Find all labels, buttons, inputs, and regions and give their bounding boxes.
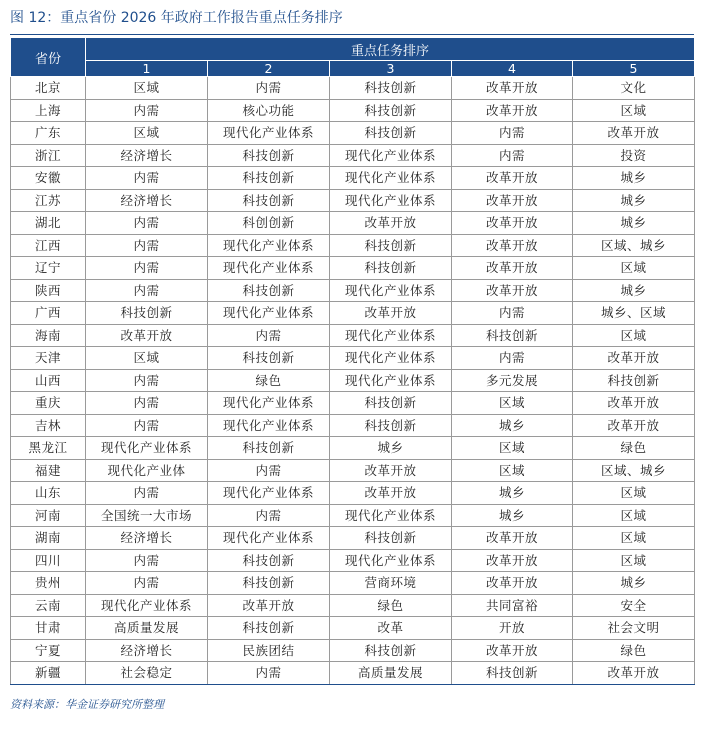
task-cell-rank-4: 改革开放 (452, 189, 573, 212)
task-cell-rank-4: 内需 (452, 122, 573, 145)
task-cell-rank-4: 改革开放 (452, 212, 573, 235)
task-cell-rank-2: 内需 (208, 324, 330, 347)
table-row (11, 527, 695, 550)
task-cell-rank-4: 区域 (452, 392, 573, 415)
task-cell-rank-3: 改革 (330, 617, 452, 640)
task-cell-rank-5: 区域 (573, 482, 695, 505)
task-cell-rank-5: 文化 (573, 77, 695, 100)
task-cell-rank-5: 社会文明 (573, 617, 695, 640)
task-cell-rank-5: 区域 (573, 527, 695, 550)
table-header (11, 38, 695, 77)
task-cell-rank-2: 科技创新 (208, 144, 330, 167)
province-cell: 广西 (11, 302, 86, 325)
task-cell-rank-2: 科技创新 (208, 549, 330, 572)
task-cell-rank-3: 改革开放 (330, 482, 452, 505)
task-cell-rank-1: 内需 (86, 99, 208, 122)
task-cell-rank-3: 改革开放 (330, 459, 452, 482)
task-cell-rank-2: 科技创新 (208, 279, 330, 302)
task-cell-rank-3: 改革开放 (330, 302, 452, 325)
province-cell: 天津 (11, 347, 86, 370)
task-cell-rank-1: 经济增长 (86, 144, 208, 167)
task-cell-rank-1: 高质量发展 (86, 617, 208, 640)
task-cell-rank-5: 安全 (573, 594, 695, 617)
task-cell-rank-3: 现代化产业体系 (330, 144, 452, 167)
province-cell: 黑龙江 (11, 437, 86, 460)
table-row (11, 347, 695, 370)
task-cell-rank-5: 绿色 (573, 437, 695, 460)
task-cell-rank-5: 区域 (573, 324, 695, 347)
task-cell-rank-1: 经济增长 (86, 527, 208, 550)
task-cell-rank-1: 内需 (86, 369, 208, 392)
table-row (11, 594, 695, 617)
task-cell-rank-2: 现代化产业体系 (208, 414, 330, 437)
table-row (11, 189, 695, 212)
task-cell-rank-1: 经济增长 (86, 639, 208, 662)
table-row (11, 279, 695, 302)
task-cell-rank-5: 改革开放 (573, 392, 695, 415)
province-cell: 福建 (11, 459, 86, 482)
task-cell-rank-5: 区域 (573, 549, 695, 572)
task-cell-rank-5: 改革开放 (573, 347, 695, 370)
task-cell-rank-4: 改革开放 (452, 639, 573, 662)
task-cell-rank-4: 城乡 (452, 482, 573, 505)
task-cell-rank-3: 现代化产业体系 (330, 189, 452, 212)
task-cell-rank-1: 内需 (86, 572, 208, 595)
task-cell-rank-1: 内需 (86, 167, 208, 190)
task-cell-rank-2: 现代化产业体系 (208, 257, 330, 280)
task-cell-rank-4: 共同富裕 (452, 594, 573, 617)
table-row (11, 414, 695, 437)
rank-header-1: 1 (86, 61, 208, 77)
task-cell-rank-4: 科技创新 (452, 324, 573, 347)
task-cell-rank-2: 科创创新 (208, 212, 330, 235)
task-cell-rank-3: 城乡 (330, 437, 452, 460)
province-cell: 陕西 (11, 279, 86, 302)
task-cell-rank-4: 改革开放 (452, 234, 573, 257)
province-cell: 湖北 (11, 212, 86, 235)
task-cell-rank-1: 区域 (86, 77, 208, 100)
task-cell-rank-4: 科技创新 (452, 662, 573, 685)
task-cell-rank-1: 内需 (86, 257, 208, 280)
task-cell-rank-2: 现代化产业体系 (208, 482, 330, 505)
task-cell-rank-2: 科技创新 (208, 189, 330, 212)
province-cell: 宁夏 (11, 639, 86, 662)
province-cell: 山东 (11, 482, 86, 505)
task-cell-rank-5: 城乡 (573, 212, 695, 235)
task-cell-rank-4: 改革开放 (452, 99, 573, 122)
table-row (11, 99, 695, 122)
task-cell-rank-2: 绿色 (208, 369, 330, 392)
task-cell-rank-2: 科技创新 (208, 437, 330, 460)
table-row (11, 167, 695, 190)
task-cell-rank-2: 现代化产业体系 (208, 234, 330, 257)
province-cell: 海南 (11, 324, 86, 347)
task-cell-rank-3: 科技创新 (330, 234, 452, 257)
task-cell-rank-5: 区域 (573, 504, 695, 527)
task-ranking-group-header: 重点任务排序 (86, 38, 695, 61)
province-cell: 山西 (11, 369, 86, 392)
task-cell-rank-1: 内需 (86, 414, 208, 437)
task-cell-rank-2: 现代化产业体系 (208, 527, 330, 550)
task-cell-rank-3: 现代化产业体系 (330, 324, 452, 347)
task-cell-rank-5: 投资 (573, 144, 695, 167)
task-cell-rank-5: 科技创新 (573, 369, 695, 392)
task-cell-rank-4: 内需 (452, 144, 573, 167)
task-cell-rank-5: 城乡、区域 (573, 302, 695, 325)
rank-header-2: 2 (208, 61, 330, 77)
task-ranking-table (10, 37, 695, 685)
table-row (11, 437, 695, 460)
table-row (11, 212, 695, 235)
task-cell-rank-5: 城乡 (573, 167, 695, 190)
province-cell: 辽宁 (11, 257, 86, 280)
title-rule (10, 34, 694, 35)
task-cell-rank-3: 科技创新 (330, 77, 452, 100)
task-cell-rank-1: 内需 (86, 549, 208, 572)
province-cell: 河南 (11, 504, 86, 527)
task-cell-rank-4: 区域 (452, 459, 573, 482)
rank-header-4: 4 (452, 61, 573, 77)
table-row (11, 122, 695, 145)
province-cell: 江苏 (11, 189, 86, 212)
province-cell: 浙江 (11, 144, 86, 167)
task-cell-rank-3: 营商环境 (330, 572, 452, 595)
task-cell-rank-4: 改革开放 (452, 279, 573, 302)
task-cell-rank-1: 现代化产业体系 (86, 594, 208, 617)
province-cell: 新疆 (11, 662, 86, 685)
table-row (11, 144, 695, 167)
table-row (11, 617, 695, 640)
task-cell-rank-5: 城乡 (573, 189, 695, 212)
task-cell-rank-3: 科技创新 (330, 639, 452, 662)
task-cell-rank-3: 科技创新 (330, 527, 452, 550)
task-cell-rank-1: 内需 (86, 392, 208, 415)
task-cell-rank-2: 内需 (208, 459, 330, 482)
province-cell: 上海 (11, 99, 86, 122)
task-cell-rank-4: 改革开放 (452, 77, 573, 100)
task-cell-rank-4: 改革开放 (452, 257, 573, 280)
task-cell-rank-2: 改革开放 (208, 594, 330, 617)
task-cell-rank-4: 改革开放 (452, 167, 573, 190)
task-cell-rank-3: 科技创新 (330, 392, 452, 415)
source-note: 资料来源：华金证券研究所整理 (10, 698, 164, 711)
task-cell-rank-5: 改革开放 (573, 414, 695, 437)
task-cell-rank-1: 区域 (86, 122, 208, 145)
table-row (11, 459, 695, 482)
task-cell-rank-3: 绿色 (330, 594, 452, 617)
task-cell-rank-5: 区域 (573, 99, 695, 122)
province-cell: 湖南 (11, 527, 86, 550)
task-cell-rank-5: 改革开放 (573, 122, 695, 145)
province-cell: 安徽 (11, 167, 86, 190)
task-cell-rank-1: 内需 (86, 212, 208, 235)
task-cell-rank-4: 内需 (452, 302, 573, 325)
task-cell-rank-3: 现代化产业体系 (330, 167, 452, 190)
table-row (11, 662, 695, 685)
task-cell-rank-3: 改革开放 (330, 212, 452, 235)
table-row (11, 392, 695, 415)
task-cell-rank-2: 科技创新 (208, 167, 330, 190)
task-cell-rank-1: 全国统一大市场 (86, 504, 208, 527)
table-row (11, 639, 695, 662)
province-cell: 吉林 (11, 414, 86, 437)
table-row (11, 572, 695, 595)
task-cell-rank-3: 现代化产业体系 (330, 279, 452, 302)
task-cell-rank-2: 科技创新 (208, 572, 330, 595)
table-row (11, 234, 695, 257)
province-cell: 重庆 (11, 392, 86, 415)
task-cell-rank-2: 科技创新 (208, 347, 330, 370)
table-row (11, 369, 695, 392)
task-cell-rank-2: 现代化产业体系 (208, 122, 330, 145)
task-cell-rank-3: 现代化产业体系 (330, 347, 452, 370)
task-cell-rank-1: 社会稳定 (86, 662, 208, 685)
figure-title-text: 重点省份 2026 年政府工作报告重点任务排序 (60, 10, 343, 26)
task-cell-rank-2: 内需 (208, 662, 330, 685)
task-cell-rank-1: 内需 (86, 482, 208, 505)
task-cell-rank-1: 现代化产业体系 (86, 437, 208, 460)
task-cell-rank-4: 多元发展 (452, 369, 573, 392)
task-cell-rank-4: 城乡 (452, 504, 573, 527)
task-cell-rank-2: 现代化产业体系 (208, 302, 330, 325)
province-cell: 甘肃 (11, 617, 86, 640)
task-cell-rank-5: 区域、城乡 (573, 459, 695, 482)
task-cell-rank-3: 科技创新 (330, 414, 452, 437)
task-cell-rank-2: 内需 (208, 504, 330, 527)
task-cell-rank-1: 经济增长 (86, 189, 208, 212)
task-cell-rank-4: 内需 (452, 347, 573, 370)
task-cell-rank-5: 城乡 (573, 572, 695, 595)
task-cell-rank-5: 区域 (573, 257, 695, 280)
task-cell-rank-2: 现代化产业体系 (208, 392, 330, 415)
task-cell-rank-5: 绿色 (573, 639, 695, 662)
province-cell: 江西 (11, 234, 86, 257)
task-cell-rank-2: 核心功能 (208, 99, 330, 122)
task-cell-rank-5: 城乡 (573, 279, 695, 302)
task-cell-rank-5: 改革开放 (573, 662, 695, 685)
task-cell-rank-3: 科技创新 (330, 257, 452, 280)
task-cell-rank-4: 区域 (452, 437, 573, 460)
task-cell-rank-3: 现代化产业体系 (330, 504, 452, 527)
table-row (11, 324, 695, 347)
task-cell-rank-1: 现代化产业体 (86, 459, 208, 482)
task-cell-rank-2: 内需 (208, 77, 330, 100)
table-row (11, 302, 695, 325)
task-cell-rank-4: 改革开放 (452, 572, 573, 595)
task-cell-rank-3: 现代化产业体系 (330, 549, 452, 572)
task-cell-rank-4: 城乡 (452, 414, 573, 437)
task-cell-rank-4: 改革开放 (452, 527, 573, 550)
province-cell: 广东 (11, 122, 86, 145)
table-body (11, 77, 695, 685)
table-row (11, 549, 695, 572)
rank-header-3: 3 (330, 61, 452, 77)
task-cell-rank-1: 内需 (86, 279, 208, 302)
table-row (11, 482, 695, 505)
rank-header-5: 5 (573, 61, 695, 77)
task-cell-rank-4: 开放 (452, 617, 573, 640)
task-cell-rank-3: 科技创新 (330, 99, 452, 122)
province-cell: 四川 (11, 549, 86, 572)
task-cell-rank-1: 区域 (86, 347, 208, 370)
task-cell-rank-1: 科技创新 (86, 302, 208, 325)
task-cell-rank-3: 现代化产业体系 (330, 369, 452, 392)
task-cell-rank-3: 科技创新 (330, 122, 452, 145)
task-cell-rank-2: 民族团结 (208, 639, 330, 662)
province-cell: 云南 (11, 594, 86, 617)
table-row (11, 77, 695, 100)
task-cell-rank-3: 高质量发展 (330, 662, 452, 685)
province-column-header: 省份 (11, 38, 86, 77)
task-cell-rank-1: 改革开放 (86, 324, 208, 347)
task-cell-rank-4: 改革开放 (452, 549, 573, 572)
province-cell: 贵州 (11, 572, 86, 595)
task-cell-rank-2: 科技创新 (208, 617, 330, 640)
figure-title (10, 4, 343, 32)
province-cell: 北京 (11, 77, 86, 100)
table-row (11, 504, 695, 527)
table-row (11, 257, 695, 280)
task-cell-rank-1: 内需 (86, 234, 208, 257)
figure-number: 图 12： (10, 10, 61, 26)
task-cell-rank-5: 区域、城乡 (573, 234, 695, 257)
